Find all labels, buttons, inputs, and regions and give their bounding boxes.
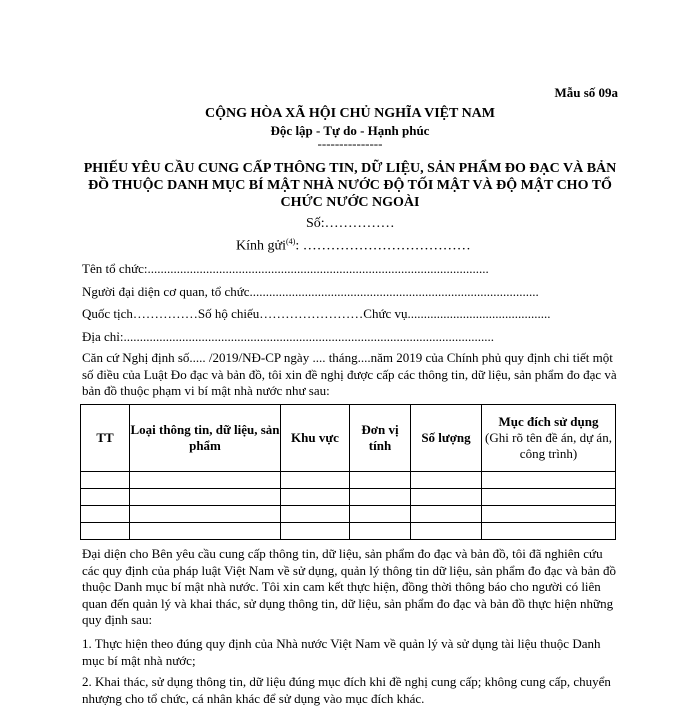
table-cell[interactable] [81,472,130,489]
table-cell[interactable] [281,523,350,540]
recipient-label: Kính gửi [236,238,286,254]
table-cell[interactable] [411,489,482,506]
table-cell[interactable] [350,506,411,523]
commitment-paragraph: Đại diện cho Bên yêu cầu cung cấp thông tin, dữ liệu, sản phẩm đo đạc và bản đồ, tôi đã nghiên cứu các quy định của pháp luật Việt Nam về sử dụng, quản lý thông tin dữ liệu, sản phẩm đo đạc và bản đồ thuộc Danh mục bí mật nhà nước. Tôi xin cam kết thực hiện, đồng thời thông báo cho người có liên quan đến quản lý và khai thác, sử dụng thông tin, dữ liệu, sản phẩm đo đạc và bản đồ thực hiện những quy định sau: [82,546,617,627]
table-cell[interactable] [81,523,130,540]
purpose-sublabel: (Ghi rõ tên đề án, dự án, công trình) [485,430,612,461]
separator: --------------- [317,136,383,151]
header-cell-tt: TT [81,405,130,472]
table-cell[interactable] [482,506,616,523]
commitment-item-1: 1. Thực hiện theo đúng quy định của Nhà nước Việt Nam về quản lý và sử dụng tài liệu thuộc Danh mục bí mật nhà nước; [82,636,601,668]
table-cell[interactable] [411,506,482,523]
table-header-row [81,405,616,472]
nation-heading: CỘNG HÒA XÃ HỘI CHỦ NGHĨA VIỆT NAM [204,106,495,121]
purpose-label: Mục đích sử dụng [498,414,599,429]
table-cell[interactable] [281,506,350,523]
org-name-field: Tên tổ chức:......................................................................................................... [82,261,489,276]
table-cell[interactable] [350,523,411,540]
table-row [81,523,616,540]
table-cell[interactable] [482,472,616,489]
table-row [81,506,616,523]
table-cell[interactable] [411,523,482,540]
recipient-note: (4) [285,237,296,246]
table-cell[interactable] [350,472,411,489]
recipient-value: : ……………………………… [295,238,471,254]
table-cell[interactable] [130,489,281,506]
table-cell[interactable] [482,489,616,506]
representative-field: Người đại diện cơ quan, tổ chức......................................................................................... [82,284,539,299]
address-field: Địa chỉ:.................................................................................................................. [82,329,495,344]
recipient-line [236,237,471,255]
table-row [81,489,616,506]
document-title: PHIẾU YÊU CẦU CUNG CẤP THÔNG TIN, DỮ LIỆU, SẢN PHẨM ĐO ĐẠC VÀ BẢN ĐỒ THUỘC DANH MỤC BÍ MẬT NHÀ NƯỚC ĐỘ TỐI MẬT VÀ ĐỘ MẬT CHO TỔ CHỨC NƯỚC NGOÀI [83,161,617,210]
header-cell-area: Khu vực [281,405,350,472]
header-cell-quantity: Số lượng [411,405,482,472]
table-cell[interactable] [81,489,130,506]
motto: Độc lập - Tự do - Hạnh phúc [270,123,430,138]
commitment-item-2: 2. Khai thác, sử dụng thông tin, dữ liệu đúng mục đích khi đề nghị cung cấp; không cung cấp, chuyển nhượng cho tổ chức, cá nhân khác để sử dụng vào mục đích khác. [82,674,611,706]
table-cell[interactable] [130,523,281,540]
intro-paragraph: Căn cứ Nghị định số..... /2019/NĐ-CP ngày .... tháng....năm 2019 của Chính phủ quy định chi tiết một số điều của Luật Đo đạc và bản đồ, tôi xin đề nghị được cấp các thông tin, dữ liệu, sản phẩm đo đạc và bản đồ thuộc phạm vi bí mật nhà nước như sau: [82,350,617,398]
request-table [80,404,616,540]
table-cell[interactable] [482,523,616,540]
table-row [81,472,616,489]
header-cell-type: Loại thông tin, dữ liệu, sản phẩm [130,405,281,472]
table-cell[interactable] [411,472,482,489]
nationality-field: Quốc tịch……………Số hộ chiếu……………………Chức vụ............................................ [82,306,551,321]
table-cell[interactable] [81,506,130,523]
form-code: Mẫu số 09a [554,85,618,100]
table-cell[interactable] [281,472,350,489]
header-cell-purpose [482,405,616,472]
header-cell-unit: Đơn vị tính [350,405,411,472]
table-cell[interactable] [130,506,281,523]
table-cell[interactable] [130,472,281,489]
table-cell[interactable] [281,489,350,506]
table-cell[interactable] [350,489,411,506]
document-number: Số:…………… [306,216,395,231]
